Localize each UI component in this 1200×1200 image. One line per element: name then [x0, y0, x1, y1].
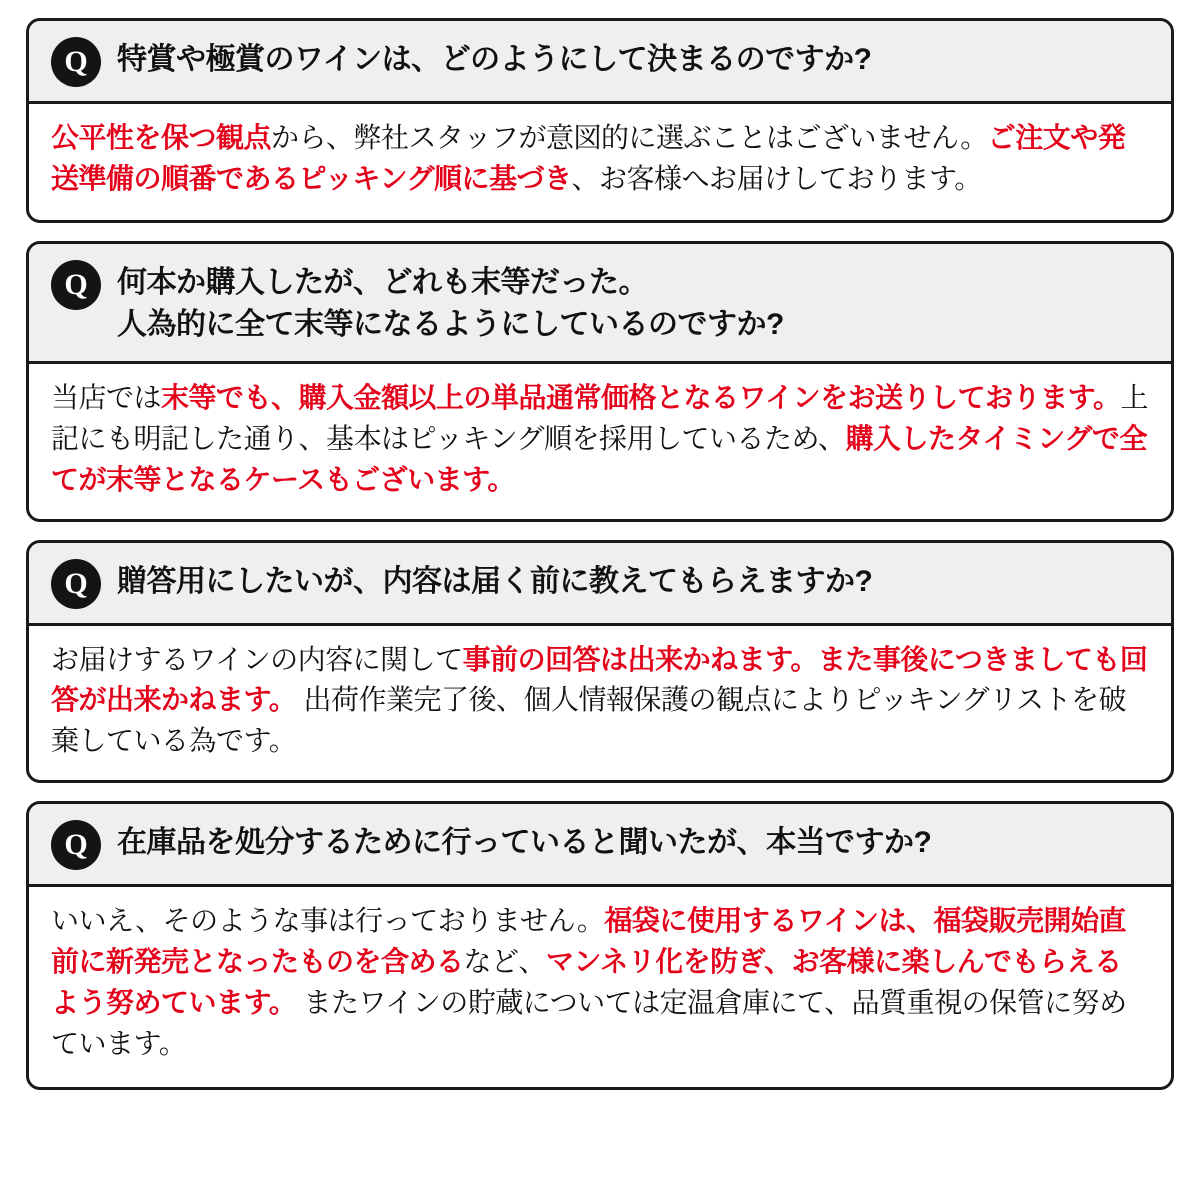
answer-highlight: 公平性を保つ観点: [51, 122, 272, 153]
faq-question-row: [29, 804, 1171, 887]
answer-plain: お届けするワインの内容に関して: [51, 643, 463, 675]
answer-highlight: ご注文や発送準備の順番であるピッキング順に基づき: [51, 122, 1126, 194]
answer-highlight: 末等でも、購入金額以上の単品通常価格となるワインをお送りしております。: [161, 381, 1121, 413]
faq-question-row: [29, 21, 1171, 104]
question-badge-icon: Q: [51, 260, 101, 310]
faq-question-row: [29, 244, 1171, 364]
faq-answer-text: [29, 364, 1171, 519]
faq-question-text: 在庫品を処分するために行っていると聞いたが、本当ですか?: [117, 826, 932, 860]
answer-highlight: マンネリ化を防ぎ、お客様に楽しんでもらえるよう努めています。: [51, 946, 1122, 1018]
faq-item-special-prize: [26, 18, 1174, 223]
faq-item-lowest-prize: [26, 241, 1174, 522]
question-badge-icon: Q: [51, 37, 101, 87]
faq-item-stock-disposal: [26, 801, 1174, 1090]
faq-answer-text: [29, 104, 1171, 220]
answer-plain: 出荷作業完了後、個人情報保護の観点によりピッキングリストを破棄している為です。: [51, 684, 1127, 757]
faq-question-row: [29, 543, 1171, 626]
faq-question-text: 特賞や極賞のワインは、どのようにして決まるのですか?: [117, 43, 872, 76]
answer-plain: 上記にも明記した通り、基本はピッキング順を採用しているため、: [51, 381, 1148, 454]
question-badge-icon: Q: [51, 559, 101, 609]
answer-plain: など、: [463, 946, 547, 978]
answer-plain: いいえ、そのような事は行っておりません。: [51, 905, 605, 937]
faq-answer-text: [29, 626, 1171, 781]
faq-question-text: 何本か購入したが、どれも末等だった。 人為的に全て末等になるようにしているのですか?: [117, 265, 784, 342]
answer-plain: またワインの貯蔵については定温倉庫にて、品質重視の保管に努めています。: [51, 986, 1127, 1059]
answer-highlight: 購入したタイミングで全てが末等となるケースもございます。: [51, 422, 1147, 495]
answer-plain: 、お客様へお届けしております。: [571, 162, 982, 194]
faq-question-text: 贈答用にしたいが、内容は届く前に教えてもらえますか?: [117, 564, 873, 598]
answer-plain: から、弊社スタッフが意図的に選ぶことはございません。: [271, 122, 988, 153]
answer-plain: 当店では: [51, 381, 162, 413]
answer-highlight: 福袋に使用するワインは、福袋販売開始直前に新発売となったものを含める: [51, 905, 1127, 978]
faq-answer-text: [29, 887, 1171, 1087]
question-badge-icon: Q: [51, 820, 101, 870]
faq-item-gift-contents: [26, 540, 1174, 784]
answer-highlight: 事前の回答は出来かねます。また事後につきましても回答が出来かねます。: [51, 643, 1148, 716]
